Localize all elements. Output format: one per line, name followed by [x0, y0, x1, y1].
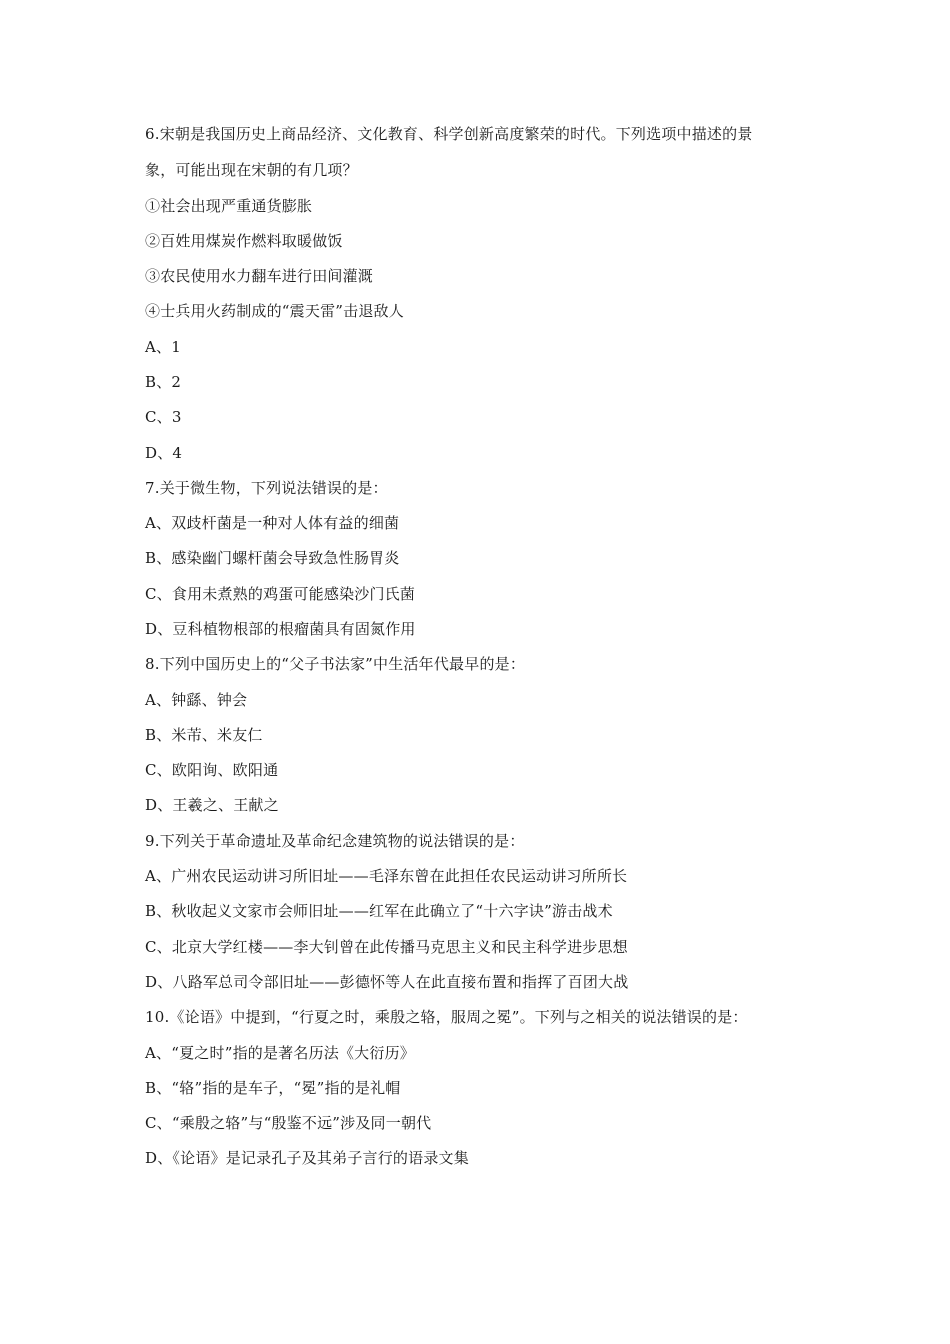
- question-6-stem-line-1: 6.宋朝是我国历史上商品经济、文化教育、科学创新高度繁荣的时代。下列选项中描述的景: [145, 125, 753, 143]
- question-7-option-b: B、感染幽门螺杆菌会导致急性肠胃炎: [145, 549, 400, 567]
- question-9-option-b: B、秋收起义文家市会师旧址——红军在此确立了“十六字诀”游击战术: [145, 902, 613, 920]
- question-8-option-c: C、欧阳询、欧阳通: [145, 761, 279, 779]
- question-6-statement-1: ①社会出现严重通货膨胀: [145, 197, 313, 215]
- question-7-option-a: A、双歧杆菌是一种对人体有益的细菌: [145, 514, 400, 532]
- question-8-option-d: D、王羲之、王献之: [145, 796, 279, 814]
- question-10-option-d: D、《论语》是记录孔子及其弟子言行的语录文集: [145, 1149, 469, 1167]
- question-8-option-b: B、米芾、米友仁: [145, 726, 263, 744]
- question-9-option-d: D、八路军总司令部旧址——彭德怀等人在此直接布置和指挥了百团大战: [145, 973, 629, 991]
- question-6-statement-3: ③农民使用水力翻车进行田间灌溉: [145, 267, 374, 285]
- question-9-stem: 9.下列关于革命遗址及革命纪念建筑物的说法错误的是：: [145, 832, 525, 850]
- question-7-option-d: D、豆科植物根部的根瘤菌具有固氮作用: [145, 620, 416, 638]
- question-9-option-a: A、广州农民运动讲习所旧址——毛泽东曾在此担任农民运动讲习所所长: [145, 867, 628, 885]
- question-10-option-a: A、“夏之时”指的是著名历法《大衍历》: [145, 1044, 415, 1062]
- question-6-option-a: A、1: [145, 338, 181, 356]
- question-6-option-d: D、4: [145, 444, 183, 462]
- question-7-stem: 7.关于微生物，下列说法错误的是：: [145, 479, 388, 497]
- question-10-stem: 10.《论语》中提到，“行夏之时，乘殷之辂，服周之冕”。下列与之相关的说法错误的是：: [145, 1008, 748, 1026]
- question-8-option-a: A、钟繇、钟会: [145, 691, 248, 709]
- question-6-statement-4: ④士兵用火药制成的“震天雷”击退敌人: [145, 302, 404, 320]
- question-6-stem-line-2: 象，可能出现在宋朝的有几项？: [145, 161, 358, 179]
- question-6-statement-2: ②百姓用煤炭作燃料取暖做饭: [145, 232, 343, 250]
- question-8-stem: 8.下列中国历史上的“父子书法家”中生活年代最早的是：: [145, 655, 526, 673]
- question-6-option-c: C、3: [145, 408, 182, 426]
- question-6-option-b: B、2: [145, 373, 182, 391]
- question-7-option-c: C、食用未煮熟的鸡蛋可能感染沙门氏菌: [145, 585, 416, 603]
- question-9-option-c: C、北京大学红楼——李大钊曾在此传播马克思主义和民主科学进步思想: [145, 938, 628, 956]
- question-10-option-c: C、“乘殷之辂”与“殷鉴不远”涉及同一朝代: [145, 1114, 432, 1132]
- question-10-option-b: B、“辂”指的是车子，“冕”指的是礼帽: [145, 1079, 401, 1097]
